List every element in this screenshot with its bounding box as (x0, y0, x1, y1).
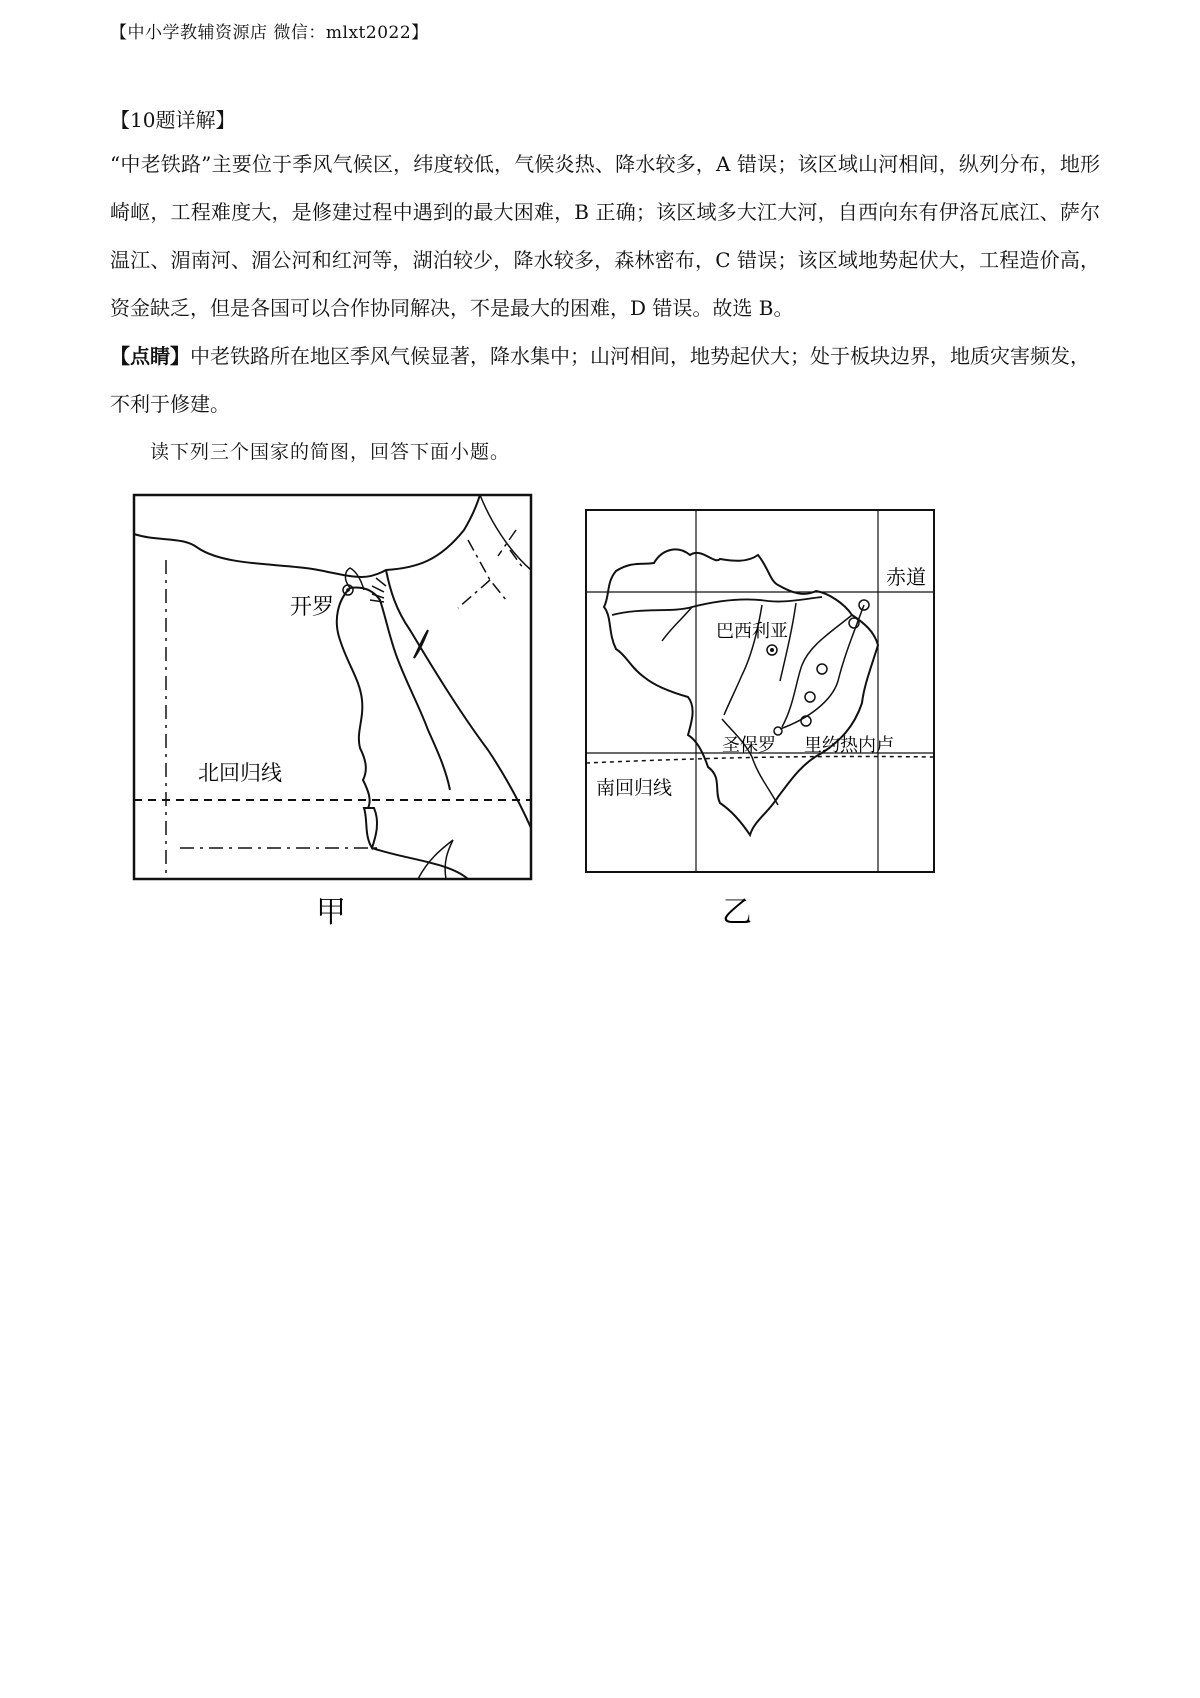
map-yi-sao-paulo-label: 圣保罗 (722, 735, 776, 756)
question-intro: 读下列三个国家的简图，回答下面小题。 (150, 441, 511, 463)
map-yi-caption: 乙 (722, 895, 752, 930)
map-jia-caption: 甲 (316, 895, 346, 930)
map-yi-amazon-river (612, 597, 822, 615)
map-jia-cairo-label: 开罗 (290, 595, 335, 620)
map-yi (582, 505, 942, 945)
page-header-watermark: 【中小学教辅资源店 微信：mlxt2022】 (110, 23, 429, 43)
map-jia-frame (134, 495, 531, 879)
map-yi-tropic-line (586, 756, 934, 763)
map-yi-city-marker (817, 664, 827, 674)
map-jia-coastline (134, 495, 480, 577)
map-yi-sao-paulo-marker (774, 727, 782, 735)
section-title: 【10题详解】 (110, 108, 236, 132)
map-jia-red-sea (386, 570, 531, 828)
map-jia-tropic-label: 北回归线 (198, 761, 282, 785)
map-yi-capital-label: 巴西利亚 (716, 621, 788, 642)
map-jia-nile (337, 588, 370, 808)
map-yi-rio-label: 里约热内卢 (804, 735, 894, 756)
explanation-paragraph: “中老铁路”主要位于季风气候区，纬度较低，气候炎热、降水较多，A 错误；该区域山河相间，纵列分布，地形崎岖，工程难度大，是修建过程中遇到的最大困难，B 正确；该区域多大江大河，自西向东有伊洛瓦底江、萨尔温江、湄南河、湄公河和红河等，湖泊较少，降水较多，森林密布，C 错误；该区域地势起伏大，工程造价高，资金缺乏，但是各国可以合作协同解决，不是最大的困难，D 错误。故选 B。 (110, 152, 1100, 320)
map-jia (128, 490, 538, 930)
map-yi-tropic-label: 南回归线 (596, 777, 673, 799)
note-paragraph (110, 332, 1100, 428)
note-text: 中老铁路所在地区季风气候显著，降水集中；山河相间，地势起伏大；处于板块边界，地质灾害频发，不利于修建。 (110, 344, 1090, 416)
map-yi-city-marker (805, 692, 815, 702)
note-label: 【点睛】 (110, 344, 190, 368)
map-yi-equator-label: 赤道 (886, 565, 926, 589)
